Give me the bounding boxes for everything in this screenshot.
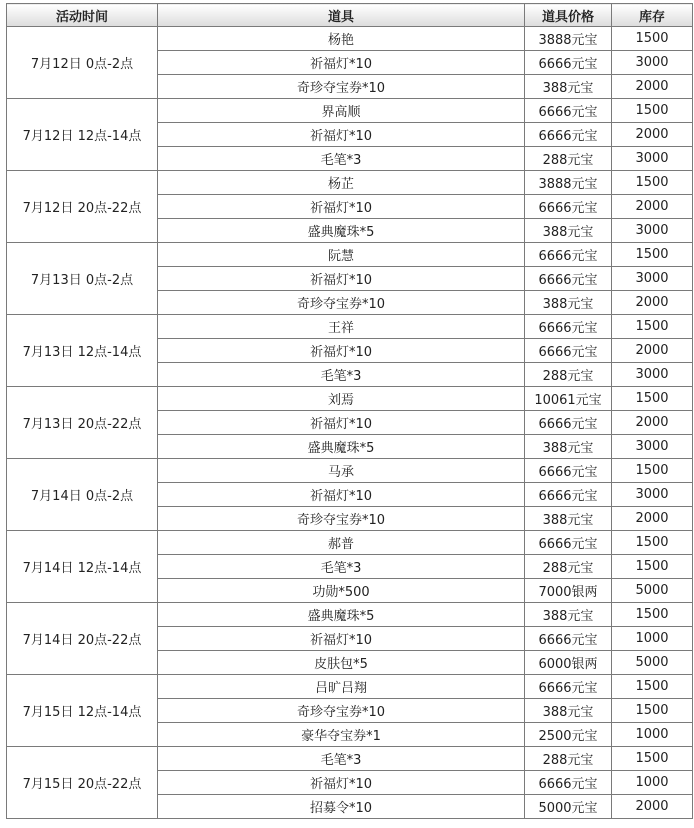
price-cell: 6666元宝 <box>525 123 612 147</box>
table-row <box>7 747 693 771</box>
stock-cell: 2000 <box>612 75 693 99</box>
price-cell: 388元宝 <box>525 507 612 531</box>
stock-cell: 2000 <box>612 339 693 363</box>
item-cell: 奇珍夺宝券*10 <box>158 291 525 315</box>
time-slot-cell: 7月13日 0点-2点 <box>7 243 158 315</box>
stock-cell: 3000 <box>612 435 693 459</box>
price-cell: 6000银两 <box>525 651 612 675</box>
stock-cell: 1500 <box>612 315 693 339</box>
price-cell: 5000元宝 <box>525 795 612 819</box>
stock-cell: 1500 <box>612 99 693 123</box>
item-cell: 王祥 <box>158 315 525 339</box>
table-row <box>7 171 693 195</box>
price-cell: 6666元宝 <box>525 411 612 435</box>
stock-cell: 1000 <box>612 771 693 795</box>
item-cell: 盛典魔珠*5 <box>158 219 525 243</box>
item-cell: 皮肤包*5 <box>158 651 525 675</box>
price-cell: 6666元宝 <box>525 195 612 219</box>
stock-cell: 1500 <box>612 747 693 771</box>
item-cell: 奇珍夺宝券*10 <box>158 699 525 723</box>
stock-cell: 2000 <box>612 411 693 435</box>
price-cell: 6666元宝 <box>525 459 612 483</box>
item-cell: 招募令*10 <box>158 795 525 819</box>
table-row <box>7 459 693 483</box>
stock-cell: 1500 <box>612 555 693 579</box>
price-cell: 3888元宝 <box>525 27 612 51</box>
price-cell: 6666元宝 <box>525 627 612 651</box>
table-row <box>7 315 693 339</box>
time-slot-cell: 7月14日 12点-14点 <box>7 531 158 603</box>
item-cell: 毛笔*3 <box>158 555 525 579</box>
header-price: 道具价格 <box>525 4 612 27</box>
item-cell: 祈福灯*10 <box>158 51 525 75</box>
item-cell: 杨艳 <box>158 27 525 51</box>
item-cell: 祈福灯*10 <box>158 267 525 291</box>
item-cell: 祈福灯*10 <box>158 123 525 147</box>
price-cell: 6666元宝 <box>525 51 612 75</box>
item-cell: 郝普 <box>158 531 525 555</box>
time-slot-cell: 7月14日 20点-22点 <box>7 603 158 675</box>
table-row <box>7 243 693 267</box>
price-cell: 388元宝 <box>525 219 612 243</box>
stock-cell: 1000 <box>612 627 693 651</box>
stock-cell: 3000 <box>612 483 693 507</box>
stock-cell: 5000 <box>612 579 693 603</box>
item-cell: 毛笔*3 <box>158 363 525 387</box>
price-cell: 7000银两 <box>525 579 612 603</box>
price-cell: 2500元宝 <box>525 723 612 747</box>
stock-cell: 1000 <box>612 723 693 747</box>
price-cell: 288元宝 <box>525 147 612 171</box>
table-row <box>7 27 693 51</box>
item-cell: 祈福灯*10 <box>158 771 525 795</box>
price-cell: 6666元宝 <box>525 483 612 507</box>
time-slot-cell: 7月13日 20点-22点 <box>7 387 158 459</box>
time-slot-cell: 7月15日 12点-14点 <box>7 675 158 747</box>
item-cell: 功勋*500 <box>158 579 525 603</box>
price-cell: 288元宝 <box>525 555 612 579</box>
table-row <box>7 675 693 699</box>
price-cell: 388元宝 <box>525 603 612 627</box>
stock-cell: 2000 <box>612 291 693 315</box>
header-time: 活动时间 <box>7 4 158 27</box>
price-cell: 388元宝 <box>525 435 612 459</box>
price-cell: 6666元宝 <box>525 243 612 267</box>
item-cell: 祈福灯*10 <box>158 411 525 435</box>
item-cell: 盛典魔珠*5 <box>158 435 525 459</box>
time-slot-cell: 7月12日 20点-22点 <box>7 171 158 243</box>
stock-cell: 3000 <box>612 267 693 291</box>
price-cell: 10061元宝 <box>525 387 612 411</box>
stock-cell: 2000 <box>612 795 693 819</box>
schedule-table-wrapper <box>6 3 692 819</box>
item-cell: 祈福灯*10 <box>158 339 525 363</box>
item-cell: 祈福灯*10 <box>158 627 525 651</box>
price-cell: 6666元宝 <box>525 675 612 699</box>
item-cell: 毛笔*3 <box>158 147 525 171</box>
item-cell: 刘焉 <box>158 387 525 411</box>
price-cell: 6666元宝 <box>525 267 612 291</box>
time-slot-cell: 7月14日 0点-2点 <box>7 459 158 531</box>
stock-cell: 1500 <box>612 171 693 195</box>
item-cell: 马承 <box>158 459 525 483</box>
price-cell: 6666元宝 <box>525 531 612 555</box>
price-cell: 388元宝 <box>525 291 612 315</box>
item-cell: 杨芷 <box>158 171 525 195</box>
stock-cell: 2000 <box>612 195 693 219</box>
item-cell: 吕旷吕翔 <box>158 675 525 699</box>
table-row <box>7 531 693 555</box>
stock-cell: 1500 <box>612 699 693 723</box>
price-cell: 6666元宝 <box>525 339 612 363</box>
item-cell: 奇珍夺宝券*10 <box>158 75 525 99</box>
stock-cell: 1500 <box>612 531 693 555</box>
stock-cell: 2000 <box>612 123 693 147</box>
item-cell: 豪华夺宝券*1 <box>158 723 525 747</box>
header-item: 道具 <box>158 4 525 27</box>
stock-cell: 1500 <box>612 27 693 51</box>
price-cell: 288元宝 <box>525 363 612 387</box>
schedule-table <box>6 3 693 819</box>
item-cell: 祈福灯*10 <box>158 195 525 219</box>
time-slot-cell: 7月12日 0点-2点 <box>7 27 158 99</box>
time-slot-cell: 7月12日 12点-14点 <box>7 99 158 171</box>
time-slot-cell: 7月13日 12点-14点 <box>7 315 158 387</box>
item-cell: 盛典魔珠*5 <box>158 603 525 627</box>
stock-cell: 2000 <box>612 507 693 531</box>
stock-cell: 5000 <box>612 651 693 675</box>
item-cell: 界高顺 <box>158 99 525 123</box>
stock-cell: 1500 <box>612 243 693 267</box>
stock-cell: 1500 <box>612 459 693 483</box>
item-cell: 祈福灯*10 <box>158 483 525 507</box>
table-body <box>7 27 693 819</box>
item-cell: 毛笔*3 <box>158 747 525 771</box>
price-cell: 288元宝 <box>525 747 612 771</box>
table-row <box>7 387 693 411</box>
stock-cell: 3000 <box>612 51 693 75</box>
item-cell: 阮慧 <box>158 243 525 267</box>
price-cell: 388元宝 <box>525 699 612 723</box>
item-cell: 奇珍夺宝券*10 <box>158 507 525 531</box>
stock-cell: 3000 <box>612 219 693 243</box>
stock-cell: 1500 <box>612 675 693 699</box>
price-cell: 388元宝 <box>525 75 612 99</box>
stock-cell: 3000 <box>612 147 693 171</box>
table-header-row <box>7 4 693 27</box>
price-cell: 6666元宝 <box>525 99 612 123</box>
stock-cell: 3000 <box>612 363 693 387</box>
header-stock: 库存 <box>612 4 693 27</box>
stock-cell: 1500 <box>612 387 693 411</box>
price-cell: 6666元宝 <box>525 315 612 339</box>
price-cell: 6666元宝 <box>525 771 612 795</box>
table-row <box>7 603 693 627</box>
stock-cell: 1500 <box>612 603 693 627</box>
table-row <box>7 99 693 123</box>
time-slot-cell: 7月15日 20点-22点 <box>7 747 158 819</box>
price-cell: 3888元宝 <box>525 171 612 195</box>
